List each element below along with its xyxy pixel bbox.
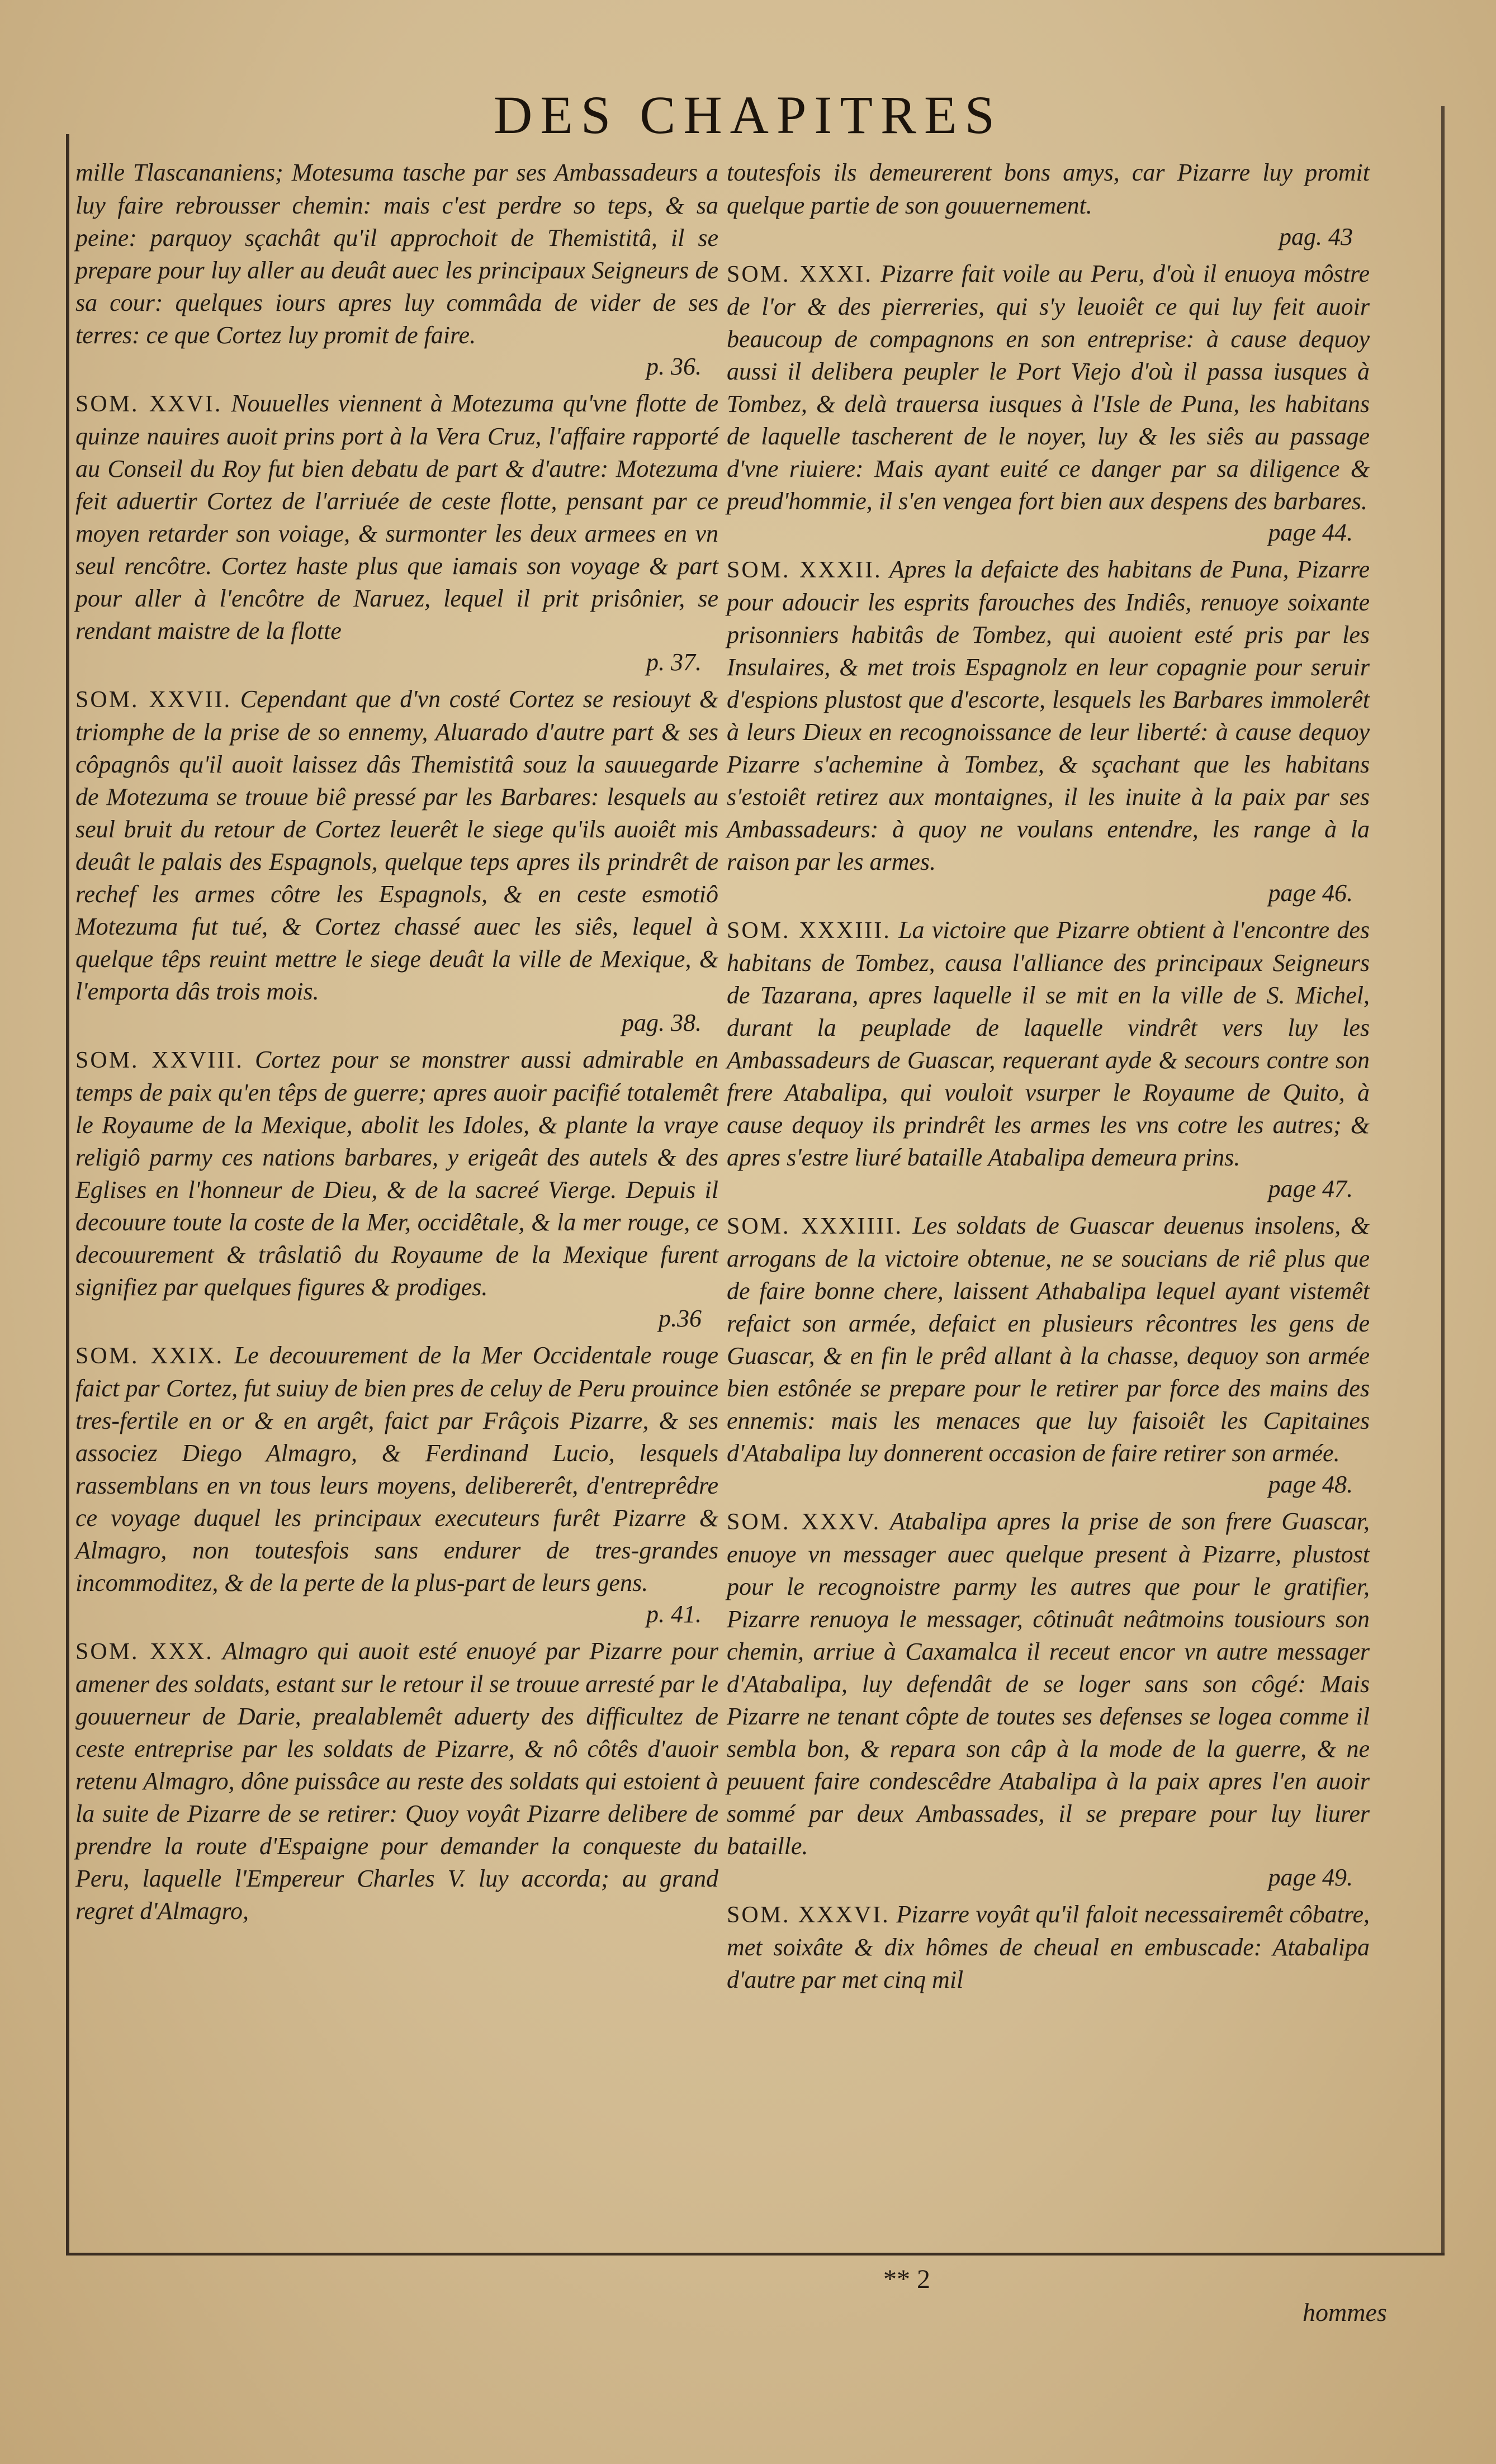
chapter-entry xyxy=(75,1044,718,1335)
chapter-label: SOM. XXVI. xyxy=(75,391,222,417)
chapter-entry xyxy=(75,157,718,383)
chapter-summary: Atabalipa apres la prise de son frere Guascar, enuoye vn messager auec quelque present à Pizarre, plustost pour le recognoistre parmy les autres que pour le gratifier, Pizarre renuoya le messager, côtinuât neâtmoins tousiours son chemin, arriue à Caxamalca il receut encor vn autre messager d'Atabalipa, luy defendât de se loger sans son côgé: Mais Pizarre ne tenant côpte de toutes ses defenses se logea comme il sembla bon, & repara son câp à la mode de la guerre, & ne peuuent faire condescêdre Atabalipa à la paix apres l'en auoir sommé par deux Ambassades, il se prepare pour luy liurer bataille. xyxy=(727,1508,1370,1860)
chapter-summary: Apres la defaicte des habitans de Puna, Pizarre pour adoucir les esprits farouches des Indiês, renuoye soixante prisonniers habitâs de Tombez, qui auoient esté pris par les Insulaires, & met trois Espagnolz en leur copagnie pour seruir d'espions plustost que d'escorte, lesquels les Barbares immolerêt à leurs Dieux en recognoissance de leur liberté: à cause dequoy Pizarre s'achemine à Tombez, & sçachant que les habitans s'estoiêt retirez aux montaignes, il les inuite à la paix par ses Ambassadeurs: à quoy ne voulans entendre, les range à la raison par les armes. xyxy=(727,556,1370,875)
left-border-rule xyxy=(66,134,69,2253)
chapter-entry xyxy=(727,914,1370,1205)
left-column xyxy=(75,157,718,1931)
chapter-summary: toutesfois ils demeurerent bons amys, car Pizarre luy promit quelque partie de son gouuernement. xyxy=(727,159,1370,219)
chapter-label: SOM. XXXII. xyxy=(727,557,882,583)
chapter-summary: mille Tlascananiens; Motesuma tasche par ses Ambassadeurs a luy faire rebrousser chemin: mais c'est perdre so teps, & sa peine: parquoy sçachât qu'il approchoit de Themistitâ, il se prepare pour luy aller au deuât auec les principaux Seigneurs de sa cour: quelques iours apres luy commâda de vider de ses terres: ce que Cortez luy promit de faire. xyxy=(75,159,718,349)
chapter-summary: La victoire que Pizarre obtient à l'encontre des habitans de Tombez, causa l'alliance des principaux Seigneurs de Tazarana, apres laquelle il se mit en la ville de S. Michel, durant la peuplade de laquelle vindrêt vers luy les Ambassadeurs de Guascar, requerant ayde & secours contre son frere Atabalipa, qui vouloit vsurper le Royaume de Quito, à cause dequoy ils prindrêt les armes les vns cotre les autres; & apres s'estre liuré bataille Atabalipa demeura prins. xyxy=(727,916,1370,1171)
chapter-summary: Pizarre fait voile au Peru, d'où il enuoya môstre de l'or & des pierreries, qui s'y leuoiêt ce qui luy feit auoir beaucoup de compagnons en son entreprise: à cause dequoy aussi il delibera peupler le Port Viejo d'où il passa iusques à Tombez, & delà trauersa iusques à l'Isle de Puna, les habitans de laquelle tascherent de le noyer, luy & les siês au passage d'vne riuiere: Mais ayant euité ce danger par sa diligence & preud'hommie, il s'en vengea fort bien aux despens des barbares. xyxy=(727,260,1370,515)
chapter-summary: Pizarre voyât qu'il faloit necessairemêt côbatre, met soixâte & dix hômes de cheual en embuscade: Atabalipa d'autre par met cinq mil xyxy=(727,1901,1370,1993)
chapter-summary: Nouuelles viennent à Motezuma qu'vne flotte de quinze nauires auoit prins port à la Vera Cruz, l'affaire rapporté au Conseil du Roy fut bien debatu de part & d'autre: Motezuma feit aduertir Cortez de l'arriuée de ceste flotte, pensant par ce moyen retarder son voiage, & surmonter les deux armees en vn seul rencôtre. Cortez haste plus que iamais son voyage & part pour aller à l'encôtre de Naruez, lequel il prit prisônier, se rendant maistre de la flotte xyxy=(75,390,718,645)
chapter-summary: Cortez pour se monstrer aussi admirable en temps de paix qu'en têps de guerre; apres auoir pacifié totalemêt le Royaume de la Mexique, abolit les Idoles, & plante la vraye religiô parmy ces nations barbares, y erigeât des autels & des Eglises en l'honneur de Dieu, & de la sacreé Vierge. Depuis il decouure toute la coste de la Mer, occidêtale, & la mer rouge, ce decouurement & trâslatiô du Royaume de la Mexique furent signifiez par quelques figures & prodiges. xyxy=(75,1046,718,1301)
chapter-label: SOM. XXVIII. xyxy=(75,1048,244,1073)
chapter-label: SOM. XXXIII. xyxy=(727,918,891,944)
chapter-summary: Almagro qui auoit esté enuoyé par Pizarre pour amener des soldats, estant sur le retour il se trouue arresté par le gouuerneur de Darie, prealablemêt aduerty des difficultez de ceste entreprise par les soldats de Pizarre, & nô côtês d'auoir retenu Almagro, dône puissâce au reste des soldats qui estoient à la suite de Pizarre de se retirer: Quoy voyât Pizarre delibere de prendre la route d'Espaigne pour demander la conqueste du Peru, laquelle l'Empereur Charles V. luy accorda; au grand regret d'Almagro, xyxy=(75,1637,719,1925)
page-reference: p. 36. xyxy=(646,353,702,380)
chapter-label: SOM. XXX. xyxy=(75,1639,214,1665)
right-column xyxy=(727,157,1370,1999)
running-header: DES CHAPITRES xyxy=(493,85,1003,145)
chapter-label: SOM. XXXI. xyxy=(727,262,873,287)
chapter-entry xyxy=(727,1898,1370,1996)
right-border-rule xyxy=(1441,106,1445,2253)
page-reference: pag. 38. xyxy=(622,1009,702,1036)
chapter-label: SOM. XXVII. xyxy=(75,687,232,713)
chapter-summary: Cependant que d'vn costé Cortez se resiouyt & triomphe de la prise de so ennemy, Aluarado d'autre part & ses côpagnôs qu'il auoit laissez dâs Themistitâ souz la sauuegarde de Motezuma se trouue biê pressé par les Barbares: lesquels au seul bruit du retour de Cortez leuerêt le siege qu'ils auoiêt mis deuât le palais des Espagnols, quelque teps apres ils prindrêt de rechef les armes côtre les Espagnols, & en ceste esmotiô Motezuma fut tué, & Cortez chassé auec les siês, lequel à quelque têps reuint mettre le siege deuât la ville de Mexique, & l'emporta dâs trois mois. xyxy=(75,685,719,1005)
signature-mark: ** 2 xyxy=(883,2264,930,2294)
page-reference: page 48. xyxy=(1268,1471,1353,1498)
chapter-entry xyxy=(727,553,1370,909)
chapter-label: SOM. XXXVI. xyxy=(727,1902,890,1928)
page-reference: p. 37. xyxy=(646,648,702,676)
page-reference: page 46. xyxy=(1268,879,1353,907)
chapter-label: SOM. XXXIIII. xyxy=(727,1214,903,1239)
page-reference: page 49. xyxy=(1268,1864,1353,1891)
chapter-entry xyxy=(75,1339,718,1631)
chapter-entry xyxy=(727,157,1370,253)
chapter-entry xyxy=(727,258,1370,549)
page-reference: page 44. xyxy=(1268,519,1353,546)
chapter-entry xyxy=(75,387,718,679)
page-reference: page 47. xyxy=(1268,1175,1353,1202)
chapter-summary: Le decouurement de la Mer Occidentale rouge faict par Cortez, fut suiuy de bien pres de celuy de Peru prouince tres-fertile en or & en argêt, faict par Frâçois Pizarre, & ses associez Diego Almagro, & Ferdinand Lucio, lesquels rassemblans en vn tous leurs moyens, delibererêt, d'entreprêdre ce voyage duquel les principaux executeurs furêt Pizarre & Almagro, non toutesfois sans endurer de tres-grandes incommoditez, & de la perte de la plus-part de leurs gens. xyxy=(75,1342,718,1596)
chapter-summary: Les soldats de Guascar deuenus insolens, & arrogans de la victoire obtenue, ne se soucians de riê plus que de faire bonne chere, laissent Athabalipa lequel ayant vistemêt refaict son armée, defaict en plusieurs rêcontres les gens de Guascar, & en fin le prêd allant à la chasse, dequoy son armée bien estônée se prepare pour le retirer par force des mains des ennemis: mais les menaces que luy faisoiêt les Capitaines d'Atabalipa luy donnerent occasion de faire retirer son armée. xyxy=(727,1212,1370,1467)
page-reference: p. 41. xyxy=(646,1600,702,1628)
page-reference: pag. 43 xyxy=(1279,223,1353,250)
chapter-label: SOM. XXIX. xyxy=(75,1343,224,1369)
chapter-entry xyxy=(727,1505,1370,1894)
chapter-entry xyxy=(727,1210,1370,1501)
chapter-label: SOM. XXXV. xyxy=(727,1509,881,1535)
page-reference: p.36 xyxy=(659,1305,702,1332)
catchword: hommes xyxy=(1303,2298,1387,2326)
chapter-entry xyxy=(75,683,718,1039)
chapter-entry xyxy=(75,1635,718,1927)
bottom-border-rule xyxy=(66,2253,1445,2255)
